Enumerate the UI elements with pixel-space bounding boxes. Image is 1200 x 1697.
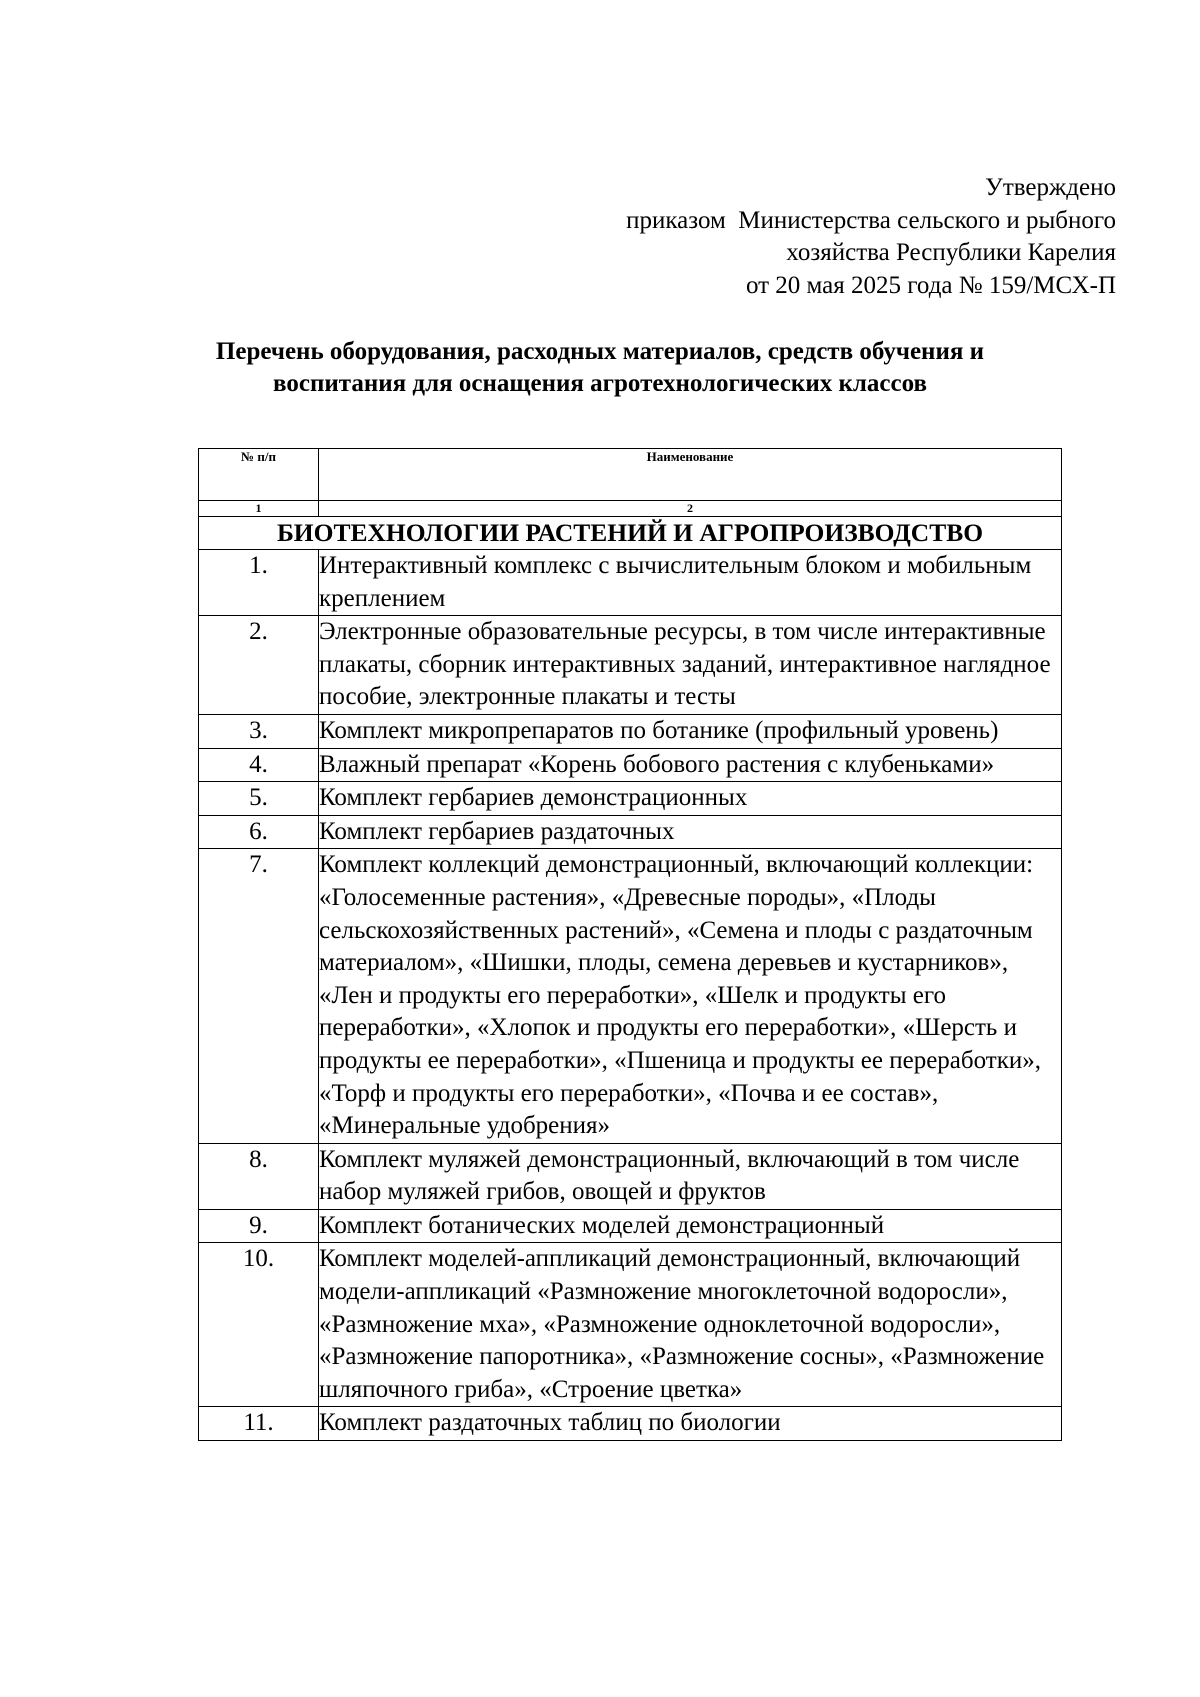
row-name: Комплект коллекций демонстрационный, включающий коллекции: «Голосеменные растения», «Древесные породы», «Плоды сельскохозяйственных растений», «Семена и плоды с раздаточным материалом», «Шишки, плоды, семена деревьев и кустарников», «Лен и продукты его переработки», «Шелк и продукты его переработки», «Хлопок и продукты его переработки», «Шерсть и продукты ее переработки», «Пшеница и продукты ее переработки», «Торф и продукты его переработки», «Почва и ее состав», «Минеральные удобрения»	[319, 849, 1062, 1143]
row-number: 10.	[199, 1243, 319, 1407]
header-name: Наименование	[319, 449, 1062, 501]
row-number: 2.	[199, 616, 319, 715]
table-row	[199, 1143, 1062, 1209]
row-name: Комплект моделей-аппликаций демонстрационный, включающий модели-аппликаций «Размножение многоклеточной водоросли», «Размножение мха», «Размножение одноклеточной водоросли», «Размножение папоротника», «Размножение сосны», «Размножение шляпочного гриба», «Строение цветка»	[319, 1243, 1062, 1407]
row-name: Комплект ботанических моделей демонстрационный	[319, 1209, 1062, 1243]
table-row	[199, 815, 1062, 849]
row-number: 7.	[199, 849, 319, 1143]
table-row	[199, 1243, 1062, 1407]
table-row	[199, 714, 1062, 748]
row-name: Влажный препарат «Корень бобового растения с клубеньками»	[319, 748, 1062, 782]
table-row	[199, 616, 1062, 715]
row-number: 11.	[199, 1407, 319, 1441]
table-row	[199, 1209, 1062, 1243]
row-number: 9.	[199, 1209, 319, 1243]
row-number: 8.	[199, 1143, 319, 1209]
row-name: Комплект гербариев демонстрационных	[319, 782, 1062, 816]
column-index-name: 2	[319, 501, 1062, 517]
table-row	[199, 849, 1062, 1143]
row-number: 4.	[199, 748, 319, 782]
table-row	[199, 782, 1062, 816]
row-name: Интерактивный комплекс с вычислительным блоком и мобильным креплением	[319, 550, 1062, 616]
row-name: Комплект гербариев раздаточных	[319, 815, 1062, 849]
row-name: Комплект раздаточных таблиц по биологии	[319, 1407, 1062, 1441]
table-row	[199, 550, 1062, 616]
row-name: Комплект муляжей демонстрационный, включающий в том числе набор муляжей грибов, овощей и фруктов	[319, 1143, 1062, 1209]
approval-line-4: от 20 мая 2025 года № 159/МСХ-П	[745, 271, 1116, 299]
table-row	[199, 1407, 1062, 1441]
row-name: Электронные образовательные ресурсы, в том числе интерактивные плакаты, сборник интерактивных заданий, интерактивное наглядное пособие, электронные плакаты и тесты	[319, 616, 1062, 715]
document-title-line-2: воспитания для оснащения агротехнологических классов	[273, 370, 927, 397]
equipment-table	[198, 448, 1062, 1441]
row-name: Комплект микропрепаратов по ботанике (профильный уровень)	[319, 714, 1062, 748]
table-header-row	[199, 449, 1062, 501]
document-title	[0, 336, 1200, 400]
section-row	[199, 517, 1062, 550]
table-row	[199, 748, 1062, 782]
approval-block	[626, 172, 1116, 302]
row-number: 6.	[199, 815, 319, 849]
row-number: 3.	[199, 714, 319, 748]
header-number: № п/п	[199, 449, 319, 501]
document-title-line-1: Перечень оборудования, расходных материалов, средств обучения и	[215, 338, 985, 365]
approval-line-2: приказом Министерства сельского и рыбного	[626, 206, 1116, 234]
approval-line-1: Утверждено	[985, 174, 1116, 201]
column-index-row	[199, 501, 1062, 517]
column-index-number: 1	[199, 501, 319, 517]
row-number: 1.	[199, 550, 319, 616]
row-number: 5.	[199, 782, 319, 816]
approval-line-3: хозяйства Республики Карелия	[786, 239, 1116, 266]
section-title: БИОТЕХНОЛОГИИ РАСТЕНИЙ И АГРОПРОИЗВОДСТВО	[199, 517, 1062, 550]
